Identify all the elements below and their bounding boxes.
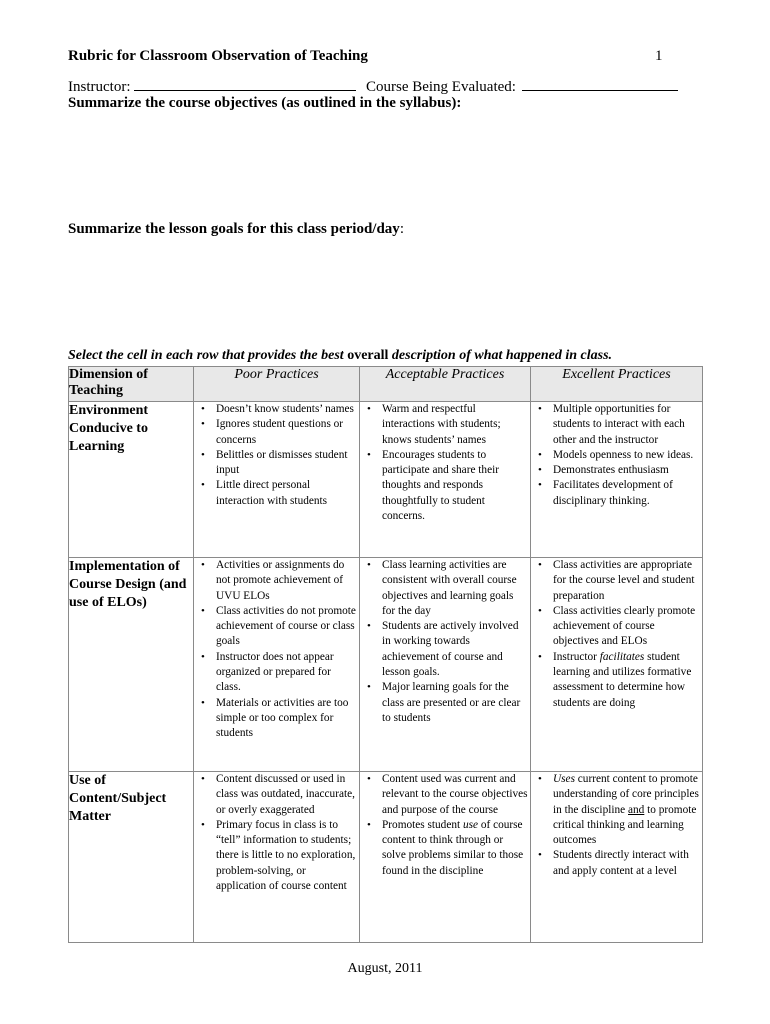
lesson-goals-text: Summarize the lesson goals for this class period/day [68, 221, 400, 237]
list-item: • Encourages students to participate and share their thoughts and responds thoughtfully to student concerns. [360, 448, 528, 524]
list-item: • Content used was current and relevant to the course objectives and purpose of the course [360, 772, 528, 818]
instructor-label: Instructor: [68, 79, 131, 95]
criteria-list [194, 402, 359, 509]
course-objectives-heading: Summarize the course objectives (as outlined in the syllabus): [68, 95, 462, 111]
criteria-list [531, 772, 702, 879]
poor-cell[interactable] [194, 558, 360, 772]
course-field[interactable] [522, 76, 678, 91]
instruction-part1: Select the cell in each row that provides the best [68, 348, 348, 363]
list-item: • Materials or activities are too simple or too complex for students [194, 696, 357, 742]
list-item: • Class activities are appropriate for the course level and student preparation [531, 558, 700, 604]
poor-cell[interactable] [194, 772, 360, 943]
list-item: • Belittles or dismisses student input [194, 448, 357, 479]
poor-cell[interactable] [194, 402, 360, 558]
text-run: of course content to think through or solve problems similar to those found in the discipline [382, 818, 524, 877]
criteria-list [531, 558, 702, 711]
list-item: • Multiple opportunities for students to interact with each other and the instructor [531, 402, 700, 448]
list-item: • Demonstrates enthusiasm [531, 463, 700, 478]
criteria-list [194, 772, 359, 894]
list-item: • Class learning activities are consistent with overall course objectives and learning goals for the day [360, 558, 528, 619]
acceptable-cell[interactable] [360, 772, 531, 943]
list-item: • Major learning goals for the class are presented or are clear to students [360, 680, 528, 726]
dimension-cell: Use of Content/Subject Matter [69, 772, 194, 943]
column-header-acceptable: Acceptable Practices [360, 367, 531, 402]
form-fields-line [68, 76, 678, 96]
list-item [531, 772, 700, 848]
table-row [69, 402, 703, 558]
excellent-cell[interactable] [531, 558, 703, 772]
text-run: current content to promote understanding of core principles in the discipline [553, 773, 699, 816]
list-item: • Instructor does not appear organized or prepared for class. [194, 650, 357, 696]
page-number: 1 [655, 48, 663, 64]
table-row [69, 558, 703, 772]
acceptable-cell[interactable] [360, 558, 531, 772]
list-item: • Facilitates development of disciplinary thinking. [531, 478, 700, 509]
list-item [360, 818, 528, 879]
list-item: • Little direct personal interaction with students [194, 478, 357, 509]
list-item: • Primary focus in class is to “tell” information to students; there is little to no exploration, problem-solving, or application of course content [194, 818, 357, 894]
lesson-goals-colon: : [399, 221, 404, 237]
criteria-list [360, 772, 530, 879]
emphasis-use: use [462, 818, 479, 831]
table-row [69, 772, 703, 943]
acceptable-cell[interactable] [360, 402, 531, 558]
list-item [531, 650, 700, 711]
text-run: Promotes student [382, 818, 463, 831]
column-header-dimension: Dimension of Teaching [69, 367, 194, 402]
excellent-cell[interactable] [531, 772, 703, 943]
column-header-poor: Poor Practices [194, 367, 360, 402]
emphasis-uses: Uses [553, 773, 575, 785]
instruction-overall: overall [347, 348, 389, 363]
instructor-field[interactable] [134, 76, 356, 91]
list-item: • Activities or assignments do not promote achievement of UVU ELOs [194, 558, 357, 604]
excellent-cell[interactable] [531, 402, 703, 558]
footer-date: August, 2011 [347, 961, 423, 976]
list-item: • Ignores student questions or concerns [194, 417, 357, 448]
list-item: • Warm and respectful interactions with students; knows students’ names [360, 402, 528, 448]
instruction-part3: description of what happened in class. [388, 348, 613, 363]
table-instruction [68, 348, 612, 364]
criteria-list [531, 402, 702, 509]
table-header-row [69, 367, 703, 402]
list-item: • Class activities clearly promote achievement of course objectives and ELOs [531, 604, 700, 650]
list-item: • Students are actively involved in working towards achievement of course and lesson goals. [360, 619, 528, 680]
text-run: Instructor [553, 650, 600, 663]
criteria-list [360, 402, 530, 524]
rubric-table [68, 366, 703, 943]
emphasis-facilitates: facilitates [599, 650, 645, 663]
text-run: student learning and utilizes formative assessment to determine how students are doing [553, 650, 692, 709]
dimension-cell: Environment Conducive to Learning [69, 402, 194, 558]
list-item: • Content discussed or used in class was outdated, inaccurate, or overly exaggerated [194, 772, 357, 818]
lesson-goals-heading [68, 221, 404, 238]
list-item: • Models openness to new ideas. [531, 448, 700, 463]
column-header-excellent: Excellent Practices [531, 367, 703, 402]
page-title: Rubric for Classroom Observation of Teaching [68, 48, 368, 64]
list-item: • Class activities do not promote achievement of course or class goals [194, 604, 357, 650]
course-label: Course Being Evaluated: [365, 79, 516, 95]
underline-and: and [628, 803, 645, 816]
text-run: to promote critical thinking and learning outcomes [553, 803, 697, 847]
criteria-list [194, 558, 359, 742]
dimension-cell: Implementation of Course Design (and use of ELOs) [69, 558, 194, 772]
list-item: • Doesn’t know students’ names [194, 402, 357, 417]
criteria-list [360, 558, 530, 726]
list-item: • Students directly interact with and apply content at a level [531, 848, 700, 879]
